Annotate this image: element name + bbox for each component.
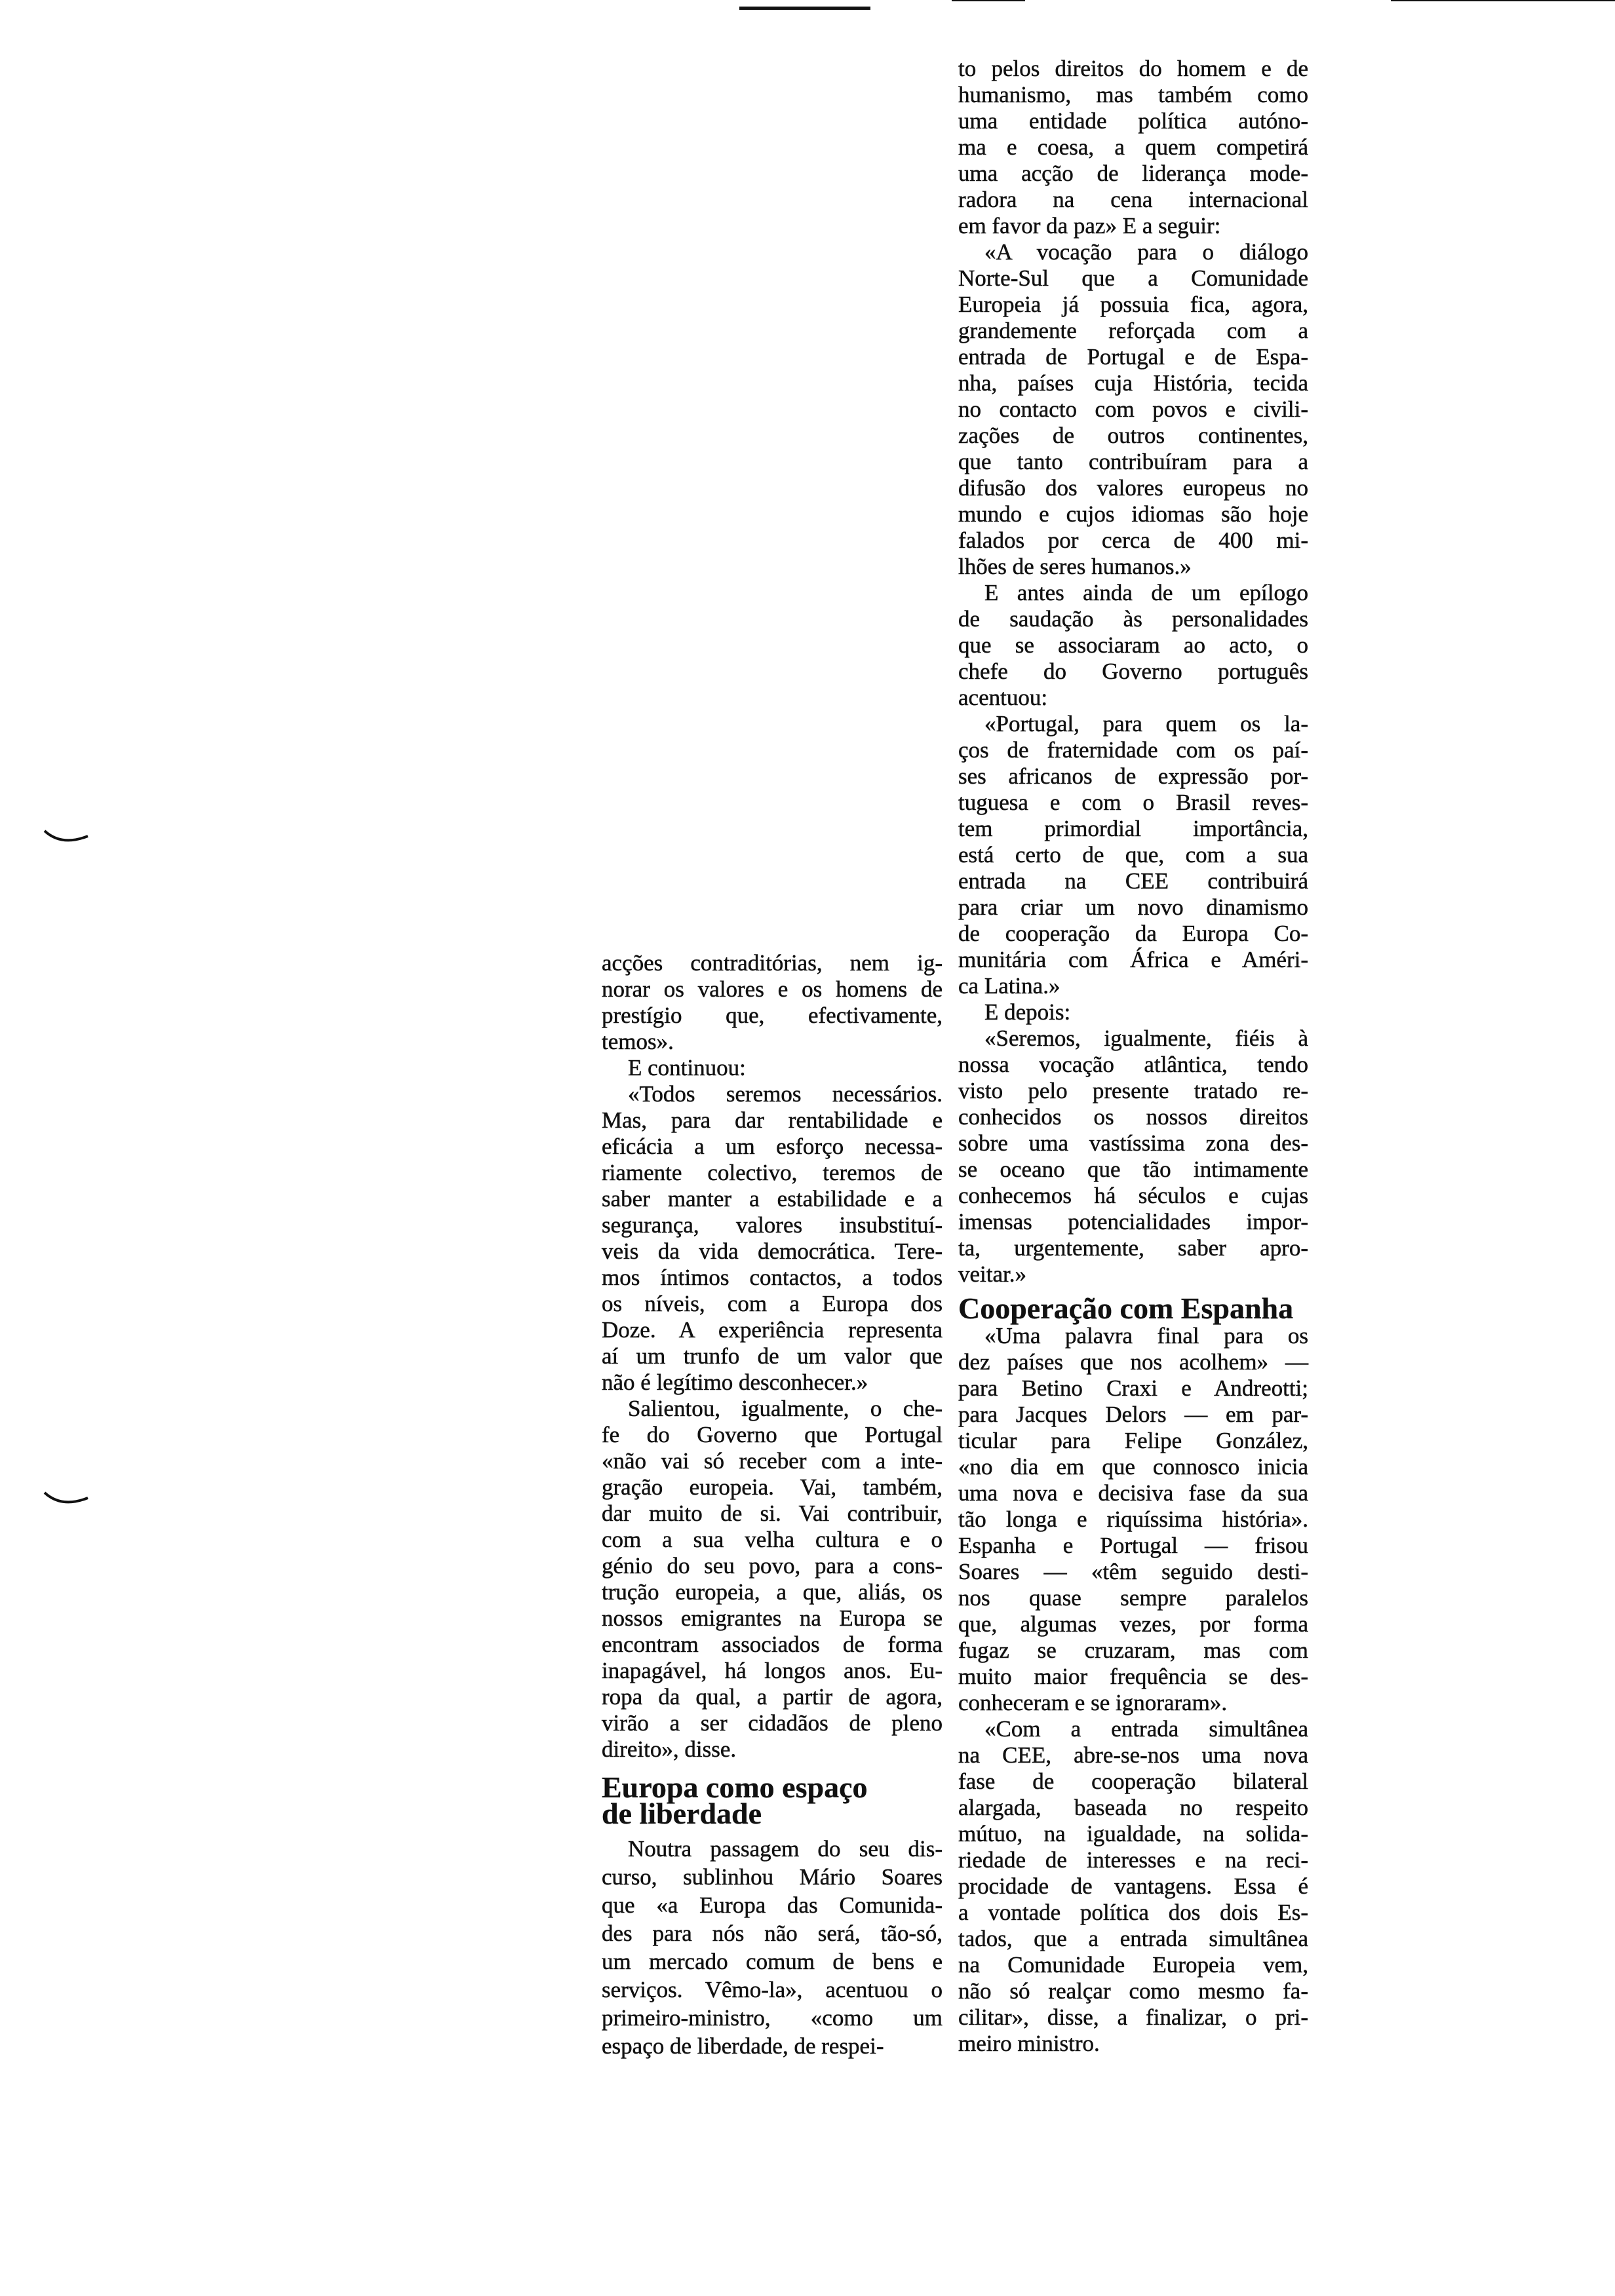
text-line: nossa vocação atlântica, tendo [958,1052,1308,1077]
text-line: fase de cooperação bilateral [958,1769,1308,1794]
text-line: tem primordial importância, [958,816,1308,841]
text-line: ços de fraternidade com os paí- [958,737,1308,763]
text-line: se oceano que tão intimamente [958,1157,1308,1182]
text-line: ropa da qual, a partir de agora, [602,1684,943,1710]
text-line: encontram associados de forma [602,1632,943,1657]
text-line: «não vai só receber com a inte- [602,1448,943,1474]
text-line: mútuo, na igualdade, na solida- [958,1821,1308,1846]
section-heading [602,1770,943,1830]
text-line: veitar.» [958,1261,1026,1287]
text-line: riamente colectivo, teremos de [602,1160,943,1185]
text-line: temos». [602,1029,674,1054]
text-line: conhecemos há séculos e cujas [958,1183,1308,1208]
text-line: lhões de seres humanos.» [958,554,1192,579]
text-line: nha, países cuja História, tecida [958,370,1308,396]
text-line: nossos emigrantes na Europa se [602,1605,943,1631]
text-line: «A vocação para o diálogo [984,239,1308,265]
text-line: cilitar», disse, a finalizar, o pri- [958,2004,1308,2030]
text-line: entrada na CEE contribuirá [958,868,1308,894]
text-line: norar os valores e os homens de [602,976,943,1002]
text-line: que «a Europa das Comunida- [602,1892,943,1918]
text-line: tuguesa e com o Brasil reves- [958,790,1308,815]
text-line: Salientou, igualmente, o che- [628,1396,943,1421]
text-line: nos quase sempre paralelos [958,1585,1308,1611]
text-line: ses africanos de expressão por- [958,763,1308,789]
text-line: Espanha e Portugal — frisou [958,1533,1308,1558]
paragraph [602,950,943,1055]
text-line: mundo e cujos idiomas são hoje [958,501,1308,527]
top-rule-thick [739,7,870,10]
text-line: «Seremos, igualmente, fiéis à [984,1025,1308,1051]
text-line: fugaz se cruzaram, mas com [958,1637,1308,1663]
text-line: chefe do Governo português [958,659,1308,684]
text-line: meiro ministro. [958,2031,1100,2056]
margin-mark-icon [42,1489,90,1508]
section-heading [958,1292,1308,1325]
text-line: falados por cerca de 400 mi- [958,527,1308,553]
text-line: tados, que a entrada simultânea [958,1926,1308,1951]
text-line: prestígio que, efectivamente, [602,1003,943,1028]
text-line: ca Latina.» [958,973,1060,999]
text-line: E continuou: [628,1055,746,1081]
text-line: que se associaram ao acto, o [958,632,1308,658]
text-line: não é legítimo desconhecer.» [602,1369,868,1395]
text-line: curso, sublinhou Mário Soares [602,1864,943,1890]
text-line: um mercado comum de bens e [602,1949,943,1974]
text-line: munitária com África e Améri- [958,947,1308,972]
text-line: os níveis, com a Europa dos [602,1291,943,1316]
text-line: E depois: [984,999,1071,1025]
text-line: «Todos seremos necessários. [628,1081,943,1107]
text-line: serviços. Vêmo-la», acentuou o [602,1977,943,2002]
text-line: «Com a entrada simultânea [984,1716,1308,1742]
text-line: uma acção de liderança mode- [958,161,1308,186]
text-line: Soares — «têm seguido desti- [958,1559,1308,1584]
text-line: não só realçar como mesmo fa- [958,1978,1308,2004]
text-line: sobre uma vastíssima zona des- [958,1130,1308,1156]
paragraph [958,711,1308,999]
text-line: para criar um novo dinamismo [958,894,1308,920]
text-line: na CEE, abre-se-nos uma nova [958,1742,1308,1768]
text-line: dez países que nos acolhem» — [958,1349,1308,1375]
text-line: que, algumas vezes, por forma [958,1611,1308,1637]
text-line: primeiro-ministro, «como um [602,2005,943,2031]
text-line: uma nova e decisiva fase da sua [958,1480,1308,1506]
text-line: to pelos direitos do homem e de [958,56,1308,81]
top-rule-right [1391,0,1615,1]
text-line: muito maior frequência se des- [958,1664,1308,1689]
text-line: riedade de interesses e na reci- [958,1847,1308,1873]
text-line: espaço de liberdade, de respei- [602,2033,884,2059]
top-rule-thin [952,0,1025,1]
text-line: Noutra passagem do seu dis- [628,1836,943,1862]
paragraph [602,1835,943,2060]
text-line: ticular para Felipe González, [958,1428,1308,1453]
text-line: ta, urgentemente, saber apro- [958,1235,1308,1261]
text-line: «no dia em que connosco inicia [958,1454,1308,1480]
paragraph [958,580,1308,711]
heading-line: Cooperação com Espanha [958,1292,1294,1325]
paragraph [958,1716,1308,2057]
text-line: grandemente reforçada com a [958,318,1308,343]
text-line: Europeia já possuia fica, agora, [958,292,1308,317]
text-line: zações de outros continentes, [958,423,1308,448]
text-line: des para nós não será, tão-só, [602,1921,943,1946]
paragraph [602,1396,943,1763]
text-line: para Betino Craxi e Andreotti; [958,1375,1308,1401]
text-line: visto pelo presente tratado re- [958,1078,1308,1103]
text-line: tão longa e riquíssima história». [958,1506,1308,1532]
paragraph [602,1081,943,1396]
text-line: de saudação às personalidades [958,606,1308,632]
text-line: gração europeia. Vai, também, [602,1474,943,1500]
text-line: segurança, valores insubstituí- [602,1212,943,1238]
paragraph [958,999,1308,1025]
text-line: «Portugal, para quem os la- [984,711,1308,737]
text-line: saber manter a estabilidade e a [602,1186,943,1212]
text-line: a vontade política dos dois Es- [958,1900,1308,1925]
text-line: Norte-Sul que a Comunidade [958,265,1308,291]
text-line: conhecidos os nossos direitos [958,1104,1308,1130]
text-line: imensas potencialidades impor- [958,1209,1308,1234]
text-line: de cooperação da Europa Co- [958,921,1308,946]
text-line: inapagável, há longos anos. Eu- [602,1658,943,1683]
text-line: com a sua velha cultura e o [602,1527,943,1552]
text-line: acções contraditórias, nem ig- [602,950,943,976]
text-line: radora na cena internacional [958,187,1308,212]
paragraph [602,1055,943,1081]
text-line: veis da vida democrática. Tere- [602,1238,943,1264]
text-line: conheceram e se ignoraram». [958,1690,1228,1715]
text-line: fe do Governo que Portugal [602,1422,943,1447]
text-line: virão a ser cidadãos de pleno [602,1710,943,1736]
text-line: difusão dos valores europeus no [958,475,1308,501]
margin-mark-icon [42,827,90,847]
text-line: eficácia a um esforço necessa- [602,1134,943,1159]
text-line: no contacto com povos e civili- [958,396,1308,422]
text-line: acentuou: [958,685,1048,710]
paragraph [958,239,1308,580]
paragraph [958,1323,1308,1716]
heading-line: de liberdade [602,1797,762,1830]
text-line: direito», disse. [602,1736,737,1762]
text-line: trução europeia, a que, aliás, os [602,1579,943,1605]
text-line: mos íntimos contactos, a todos [602,1265,943,1290]
article-column-left [602,950,943,2060]
text-line: uma entidade política autóno- [958,108,1308,134]
text-line: génio do seu povo, para a cons- [602,1553,943,1578]
text-line: para Jacques Delors — em par- [958,1402,1308,1427]
text-line: está certo de que, com a sua [958,842,1308,868]
text-line: Mas, para dar rentabilidade e [602,1107,943,1133]
text-line: entrada de Portugal e de Espa- [958,344,1308,370]
text-line: dar muito de si. Vai contribuir, [602,1501,943,1526]
text-line: «Uma palavra final para os [984,1323,1308,1349]
text-line: aí um trunfo de um valor que [602,1343,943,1369]
text-line: na Comunidade Europeia vem, [958,1952,1308,1978]
text-line: em favor da paz» E a seguir: [958,213,1221,239]
text-line: ma e coesa, a quem competirá [958,134,1308,160]
text-line: alargada, baseada no respeito [958,1795,1308,1820]
heading-line: Europa como espaço [602,1770,868,1804]
text-line: E antes ainda de um epílogo [984,580,1308,605]
paragraph [958,1025,1308,1288]
text-line: humanismo, mas também como [958,82,1308,107]
text-line: procidade de vantagens. Essa é [958,1873,1308,1899]
text-line: que tanto contribuíram para a [958,449,1308,474]
text-line: Doze. A experiência representa [602,1317,943,1343]
article-column-right [958,56,1308,2057]
paragraph [958,56,1308,239]
